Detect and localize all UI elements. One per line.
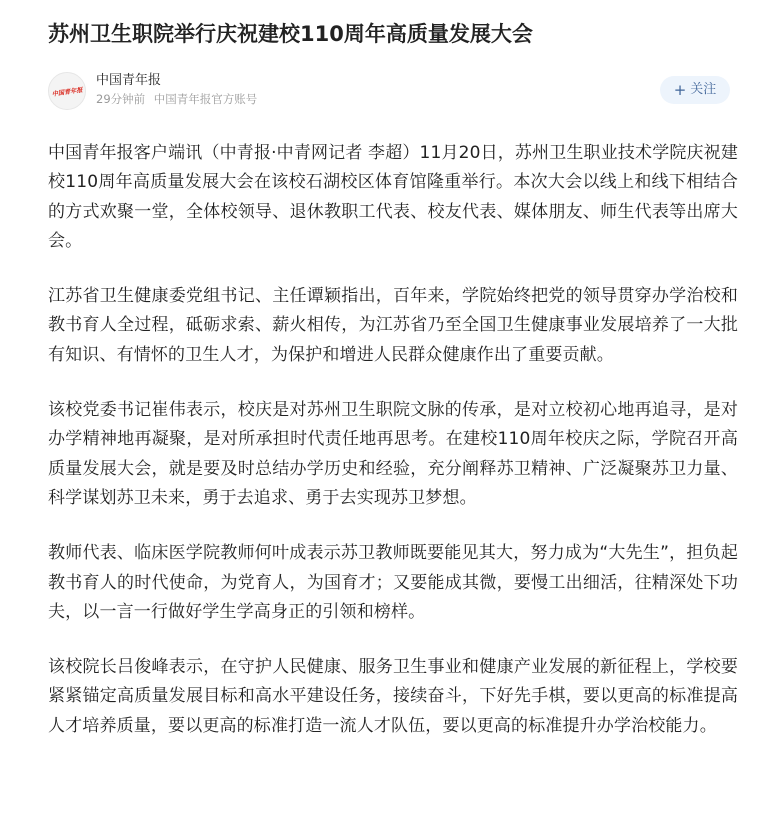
account-note: 中国青年报官方账号 bbox=[153, 92, 258, 106]
paragraph: 该校院长吕俊峰表示，在守护人民健康、服务卫生事业和健康产业发展的新征程上，学校要紧紧锚定高质量发展目标和高水平建设任务，接续奋斗，下好先手棋，要以更高的标准提高人才培养质量，要以更高的标准打造一流人才队伍，要以更高的标准提升办学治校能力。 bbox=[48, 657, 738, 736]
author-meta bbox=[96, 91, 262, 107]
publish-time: 29分钟前 bbox=[96, 92, 146, 106]
follow-button[interactable] bbox=[660, 76, 730, 104]
paragraph: 中国青年报客户端讯（中青报·中青网记者 李超）11月20日，苏州卫生职业技术学院庆祝建校110周年高质量发展大会在该校石湖校区体育馆隆重举行。本次大会以线上和线下相结合的方式欢聚一堂，全体校领导、退休教职工代表、校友代表、媒体朋友、师生代表等出席大会。 bbox=[48, 143, 738, 251]
paragraph: 该校党委书记崔伟表示，校庆是对苏州卫生职院文脉的传承，是对立校初心地再追寻，是对办学精神地再凝聚，是对所承担时代责任地再思考。在建校110周年校庆之际，学院召开高质量发展大会，就是要及时总结办学历史和经验，充分阐释苏卫精神、广泛凝聚苏卫力量、科学谋划苏卫未来，勇于去追求、勇于去实现苏卫梦想。 bbox=[48, 400, 738, 508]
article-body bbox=[48, 139, 738, 767]
avatar[interactable] bbox=[48, 72, 86, 110]
plus-icon: + bbox=[673, 81, 687, 99]
paragraph: 江苏省卫生健康委党组书记、主任谭颖指出，百年来，学院始终把党的领导贯穿办学治校和教书育人全过程，砥砺求索、薪火相传，为江苏省乃至全国卫生健康事业发展培养了一大批有知识、有情怀的卫生人才，为保护和增进人民群众健康作出了重要贡献。 bbox=[48, 286, 738, 365]
author-bar bbox=[48, 70, 732, 114]
avatar-logo-text: 中国青年报 bbox=[51, 86, 84, 99]
paragraph: 教师代表、临床医学院教师何叶成表示苏卫教师既要能见其大，努力成为“大先生”，担负起教书育人的时代使命，为党育人，为国育才；又要能成其微，要慢工出细活，往精深处下功夫，以一言一行做好学生学高身正的引领和榜样。 bbox=[48, 543, 738, 622]
follow-label: 关注 bbox=[690, 82, 717, 97]
article-title: 苏州卫生职院举行庆祝建校110周年高质量发展大会 bbox=[48, 22, 533, 46]
author-name[interactable]: 中国青年报 bbox=[96, 73, 162, 88]
newspaper-logo-icon bbox=[49, 73, 85, 109]
